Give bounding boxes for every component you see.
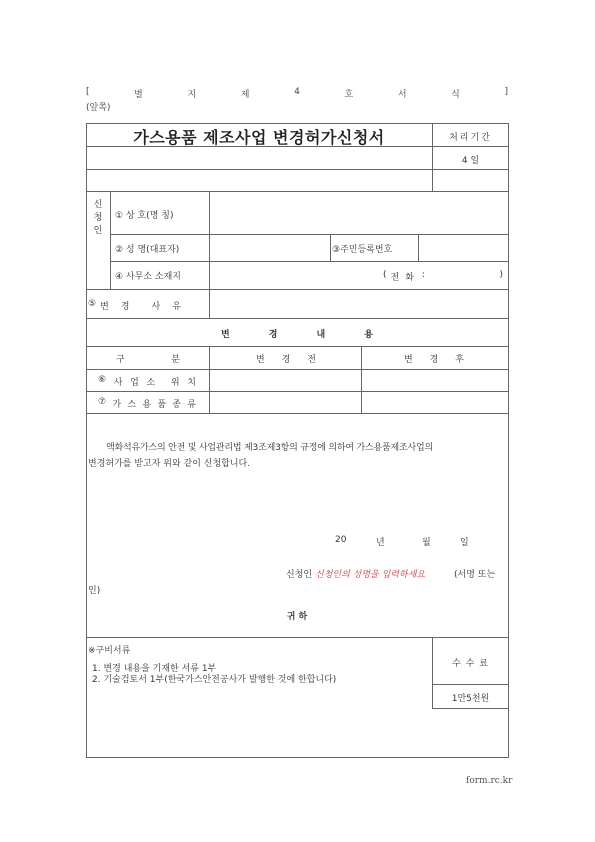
row-char: 가	[112, 400, 122, 410]
date-year-prefix: 20	[335, 535, 347, 545]
header-char: 4	[294, 87, 300, 97]
location-after-field[interactable]	[364, 372, 505, 389]
reason-char: 변	[100, 302, 109, 312]
change-content-heading	[221, 327, 373, 340]
col-before-header	[256, 352, 316, 365]
col-char: 전	[307, 355, 316, 365]
header-char: 서	[397, 90, 407, 100]
phone-char: :	[421, 270, 425, 280]
change-reason-field[interactable]	[212, 292, 505, 315]
addressee-field[interactable]	[230, 607, 274, 621]
representative-name-field[interactable]	[212, 237, 327, 259]
row-char: 품	[157, 400, 167, 410]
phone-char: )	[499, 270, 503, 280]
table-border-top	[86, 123, 508, 124]
required-doc-1: 1. 변경 내용을 기재한 서류 1부	[92, 664, 217, 674]
col-char: 경	[429, 355, 439, 365]
statement-line-1: 액화석유가스의 안전 및 사업관리법 제3조제3항의 규정에 의하여 가스용품제조사업의	[106, 443, 433, 453]
sign-or-seal-label-cont: 인)	[88, 586, 101, 596]
header-char: 별	[134, 90, 143, 100]
header-char: 식	[451, 90, 460, 100]
day-field[interactable]	[434, 532, 454, 546]
month-field[interactable]	[390, 532, 416, 546]
table-line	[432, 708, 508, 709]
processing-period-label: 처리기간	[449, 133, 492, 143]
applicant-char: 신	[93, 200, 103, 210]
row-char: 스	[127, 400, 137, 410]
year-field[interactable]	[348, 532, 370, 546]
table-line	[209, 191, 210, 318]
representative-name-label: ② 성 명(대표자)	[115, 245, 180, 255]
header-char: [	[86, 87, 90, 97]
applicant-label	[86, 199, 110, 238]
row-char: 소	[146, 378, 156, 388]
table-line	[110, 234, 508, 235]
phone-char: 전	[390, 273, 400, 283]
row-char: 업	[130, 378, 139, 388]
table-line	[86, 369, 508, 370]
table-line	[86, 191, 508, 192]
business-location-label	[98, 375, 196, 388]
phone-char: (	[383, 270, 387, 280]
applicant-char: 인	[93, 226, 103, 236]
front-label: (앞쪽)	[86, 103, 111, 113]
row-char: 용	[142, 400, 152, 410]
table-line	[86, 413, 508, 414]
heading-char: 경	[268, 330, 278, 340]
col-char: 경	[281, 355, 291, 365]
phone-char: 화	[405, 273, 414, 283]
col-char: 분	[171, 355, 180, 365]
table-line	[86, 318, 508, 319]
col-char: 변	[256, 355, 265, 365]
row-char: ⑦	[98, 397, 107, 407]
heading-char: 내	[316, 330, 326, 340]
row-char: 류	[187, 400, 196, 410]
date-day-label: 일	[460, 538, 469, 548]
applicant-char: 청	[93, 213, 103, 223]
table-line	[86, 391, 508, 392]
table-line	[110, 261, 508, 262]
table-line	[86, 289, 508, 290]
table-line	[86, 637, 508, 638]
trade-name-field[interactable]	[212, 195, 504, 231]
row-char: 치	[187, 378, 196, 388]
required-doc-2: 2. 기술검토서 1부(한국가스안전공사가 발행한 것에 한합니다)	[92, 675, 337, 685]
table-line	[110, 191, 111, 289]
fee-value: 1만5천원	[451, 694, 490, 704]
fee-char: 수	[452, 659, 461, 669]
date-month-label: 월	[422, 538, 431, 548]
phone-label	[383, 270, 503, 283]
table-line	[86, 169, 508, 170]
form-title: 가스용품 제조사업 변경허가신청서	[133, 128, 385, 147]
sign-or-seal-label: (서명 또는	[454, 570, 496, 580]
col-char: 구	[116, 355, 125, 365]
form-number-header	[86, 87, 508, 100]
trade-name-label: ① 상 호(명 칭)	[115, 211, 174, 221]
col-char: 후	[455, 355, 464, 365]
col-category-header	[116, 352, 180, 365]
table-line	[432, 684, 508, 685]
table-line	[361, 346, 362, 413]
applicant-sign-prefix: 신청인	[286, 570, 313, 580]
fee-char: 료	[479, 659, 488, 669]
addressee-label: 귀 하	[286, 612, 308, 622]
fee-char: 수	[465, 659, 475, 669]
row-char: 종	[172, 400, 181, 410]
applicant-name-input[interactable]: 신청인의 성명을 입력하세요	[315, 570, 426, 580]
reason-char: 경	[120, 302, 130, 312]
row-char: ⑥	[98, 375, 107, 385]
statement-line-2: 변경허가를 받고자 위와 같이 신청합니다.	[88, 459, 251, 469]
heading-char: 변	[221, 330, 230, 340]
processing-period-value: 4 일	[461, 156, 480, 166]
office-address-field[interactable]	[212, 264, 372, 286]
table-line	[330, 234, 331, 261]
date-year-label: 년	[376, 538, 385, 548]
location-before-field[interactable]	[212, 372, 358, 389]
table-line	[86, 346, 508, 347]
footer-site: form.rc.kr	[466, 776, 513, 786]
table-line	[209, 346, 210, 413]
col-char: 변	[404, 355, 413, 365]
header-char: 제	[240, 90, 250, 100]
office-address-label: ④ 사무소 소재지	[115, 272, 181, 282]
header-char: 호	[344, 90, 354, 100]
type-before-field[interactable]	[212, 394, 358, 411]
row-char: 사	[113, 378, 123, 388]
table-line	[418, 234, 419, 261]
type-after-field[interactable]	[364, 394, 505, 411]
table-border-bottom	[86, 757, 508, 758]
resident-number-label: ③주민등록번호	[332, 245, 393, 255]
reason-char: ⑤	[88, 299, 97, 309]
required-docs-header: ※구비서류	[88, 646, 131, 656]
gas-product-type-label	[98, 397, 196, 410]
reason-char: 유	[172, 302, 181, 312]
reason-char: 사	[151, 302, 161, 312]
resident-number-field[interactable]	[421, 237, 505, 259]
row-char: 위	[170, 378, 180, 388]
table-border-right	[508, 123, 509, 758]
header-char: ]	[504, 87, 508, 97]
col-after-header	[404, 352, 464, 365]
change-reason-label	[88, 299, 184, 312]
heading-char: 용	[364, 330, 373, 340]
header-char: 지	[187, 90, 197, 100]
fee-label	[452, 656, 488, 669]
